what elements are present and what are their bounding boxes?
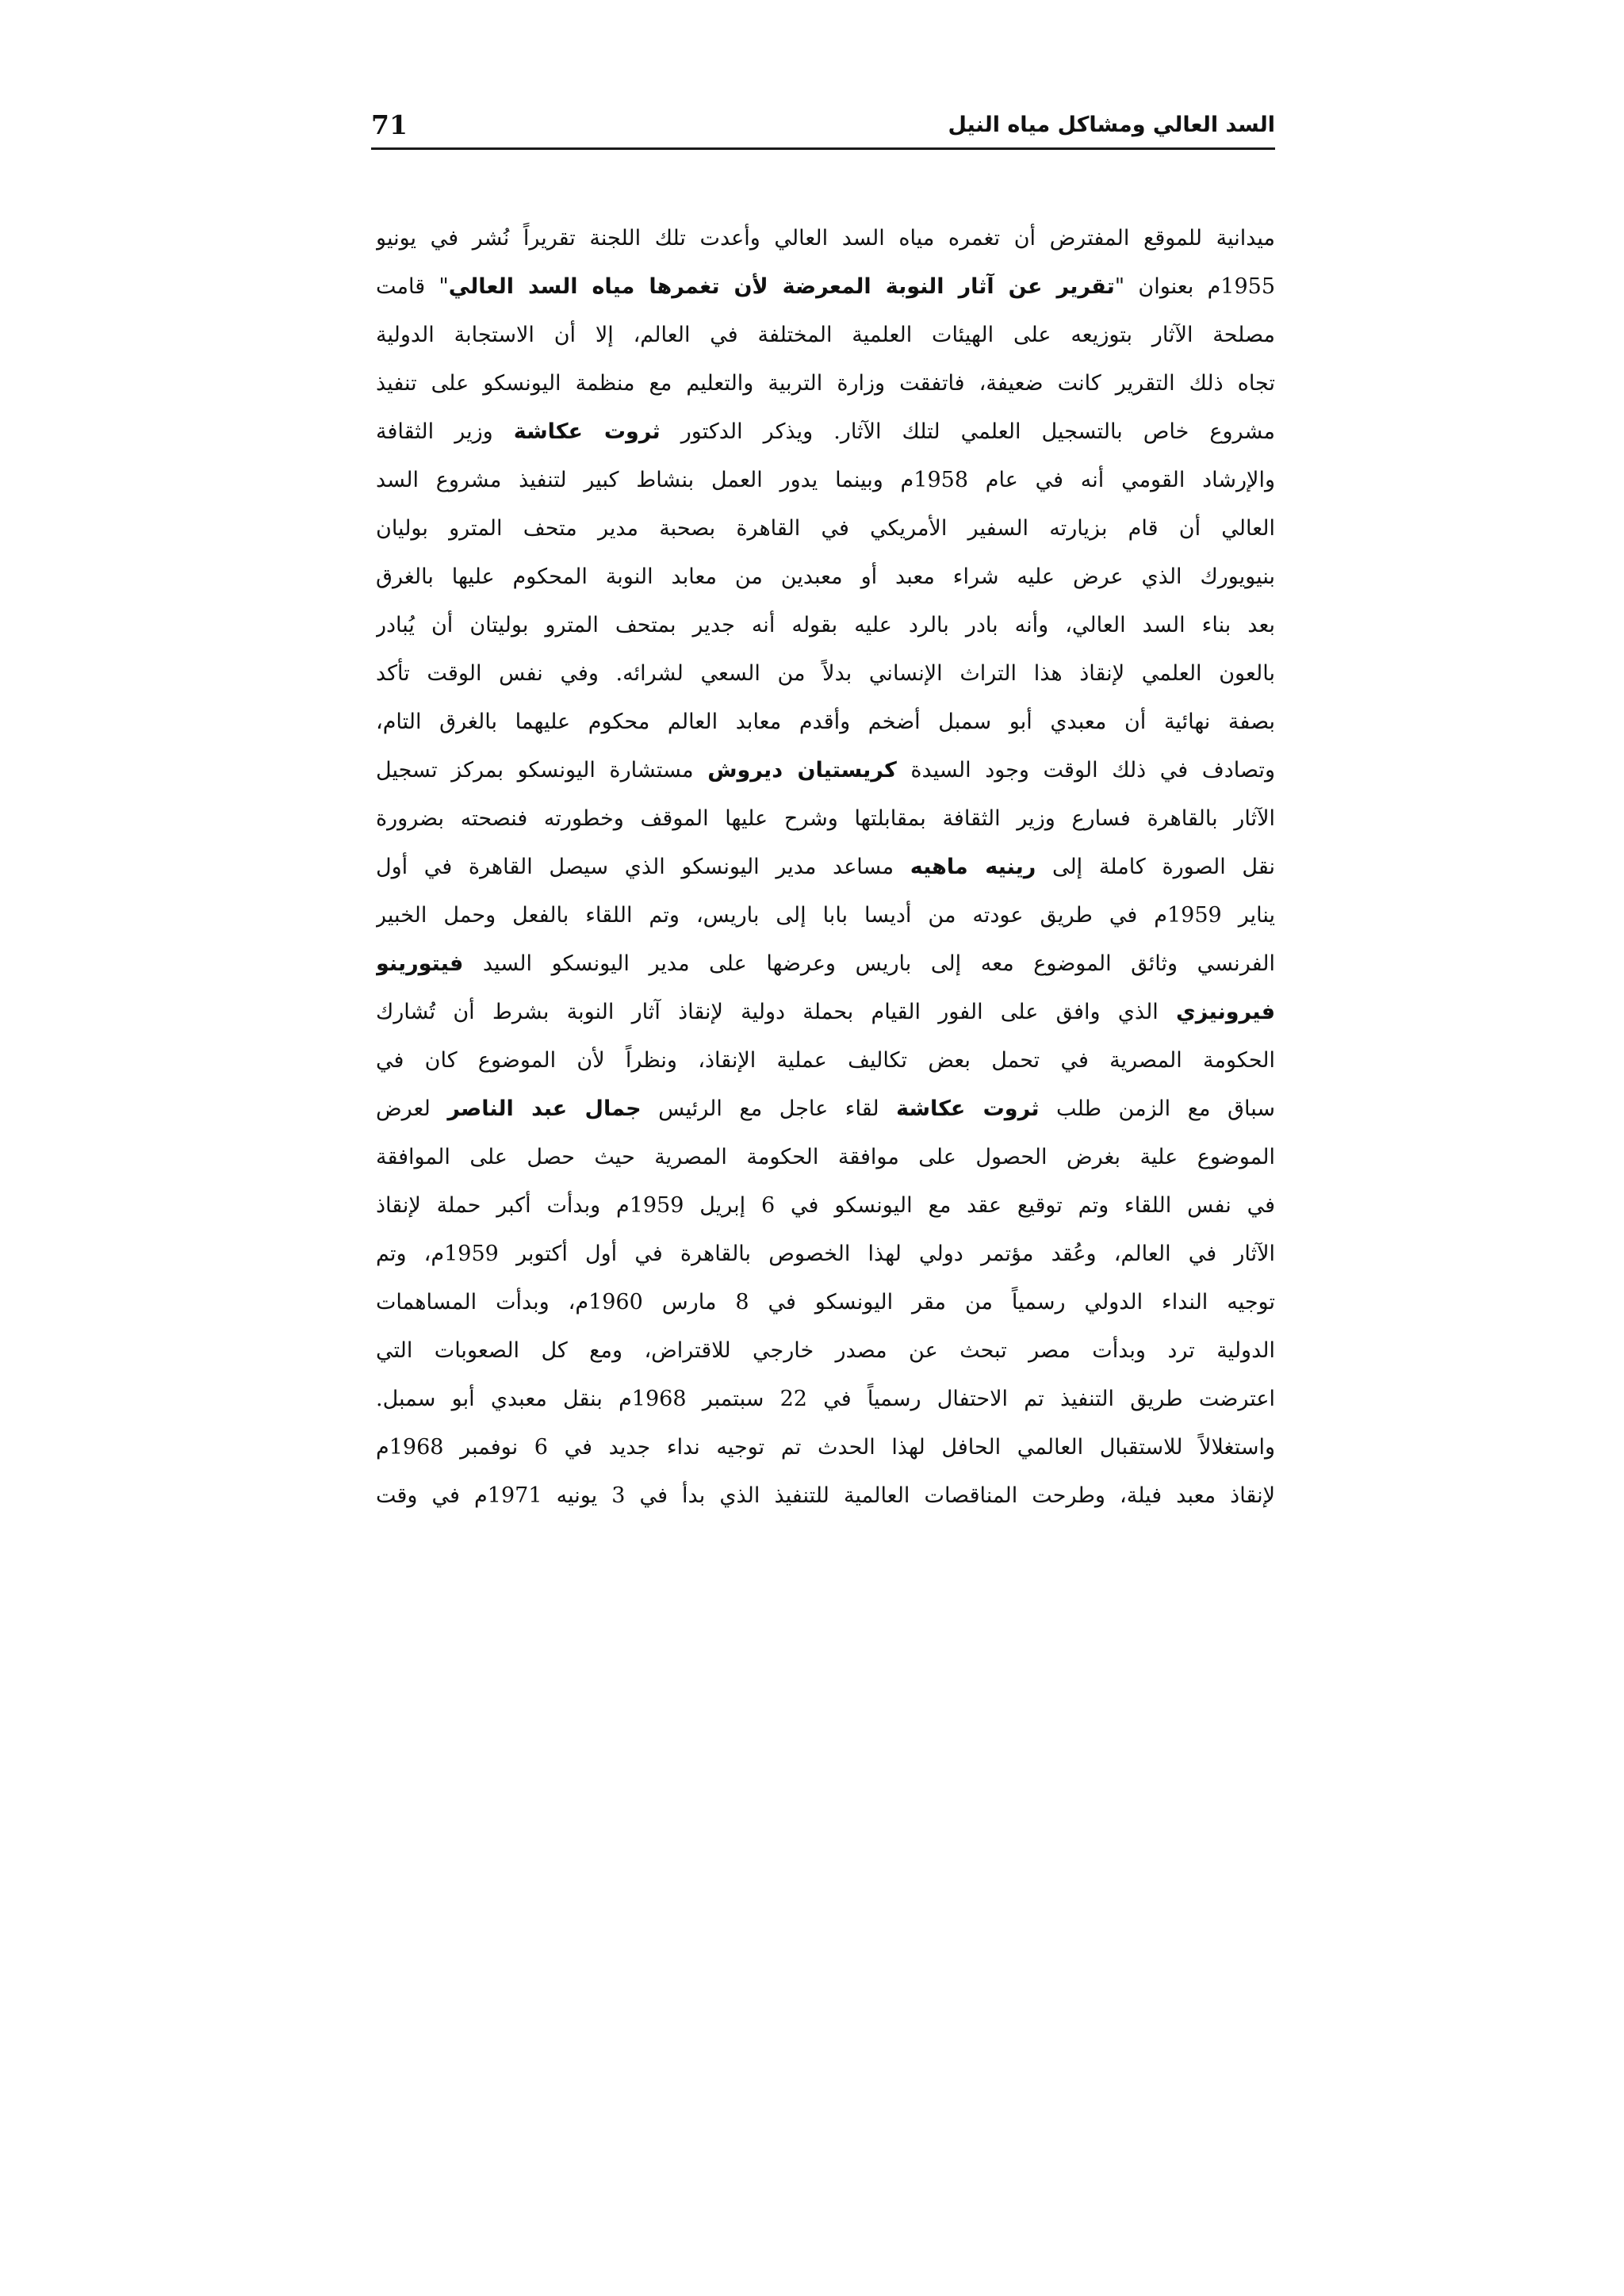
text-line: الدولية ترد وبدأت مصر تبحث عن مصدر خارجي للاقتراض، ومع كل الصعوبات التي [376,1338,1275,1363]
person-name: فيتورينو [376,951,464,976]
text-line: في نفس اللقاء وتم توقيع عقد مع اليونسكو في 6 إبريل 1959م وبدأت أكبر حملة لإنقاذ [376,1193,1275,1218]
text-line: بالعون العلمي لإنقاذ هذا التراث الإنساني بدلاً من السعي لشرائه. وفي نفس الوقت تأكد [376,661,1275,686]
body-text [376,214,1275,1520]
text-line: الموضوع علية بغرض الحصول على موافقة الحكومة المصرية حيث حصل على الموافقة [376,1145,1275,1169]
text-line: لإنقاذ معبد فيلة، وطرحت المناقصات العالمية للتنفيذ الذي بدأ في 3 يونيه 1971م في وقت [376,1483,1275,1508]
text-line: ميدانية للموقع المفترض أن تغمره مياه السد العالي وأعدت تلك اللجنة تقريراً نُشر في يونيو [376,226,1275,251]
text-line: وتصادف في ذلك الوقت وجود السيدة كريستيان ديروش مستشارة اليونسكو بمركز تسجيل [376,758,1275,783]
person-name: ثروت عكاشة [896,1096,1040,1121]
text-line: والإرشاد القومي أنه في عام 1958م وبينما يدور العمل بنشاط كبير لتنفيذ مشروع السد [376,468,1275,492]
text-line: اعترضت طريق التنفيذ تم الاحتفال رسمياً في 22 سبتمبر 1968م بنقل معبدي أبو سمبل. [376,1387,1275,1411]
text-line: فيرونيزي الذي وافق على الفور القيام بحملة دولية لإنقاذ آثار النوبة بشرط أن تُشارك [376,1000,1275,1024]
text-line: نقل الصورة كاملة إلى رينيه ماهيه مساعد مدير اليونسكو الذي سيصل القاهرة في أول [376,855,1275,879]
text-line: الآثار في العالم، وعُقد مؤتمر دولي لهذا الخصوص بالقاهرة في أول أكتوبر 1959م، وتم [376,1242,1275,1266]
text-line: توجيه النداء الدولي رسمياً من مقر اليونسكو في 8 مارس 1960م، وبدأت المساهمات [376,1290,1275,1314]
text-line: العالي أن قام بزيارته السفير الأمريكي في القاهرة بصحبة مدير متحف المترو بوليان [376,516,1275,541]
text-line: الحكومة المصرية في تحمل بعض تكاليف عملية الإنقاذ، ونظراً لأن الموضوع كان في [376,1048,1275,1073]
person-name: رينيه ماهيه [910,855,1036,879]
text-line: الآثار بالقاهرة فسارع وزير الثقافة بمقابلتها وشرح عليها الموقف وخطورته فنصحته بضرورة [376,806,1275,831]
report-title: تقرير عن آثار النوبة المعرضة لأن تغمرها مياه السد العالي [448,274,1115,299]
text-line: 1955م بعنوان "تقرير عن آثار النوبة المعرضة لأن تغمرها مياه السد العالي" قامت [376,274,1275,299]
running-title: السد العالي ومشاكل مياه النيل [948,113,1275,137]
person-name: كريستيان ديروش [707,758,897,783]
text-line: بعد بناء السد العالي، وأنه بادر بالرد عليه بقوله أنه جدير بمتحف المترو بوليتان أن يُبادر [376,613,1275,637]
text-line: سباق مع الزمن طلب ثروت عكاشة لقاء عاجل مع الرئيس جمال عبد الناصر لعرض [376,1096,1275,1121]
page-header [371,109,1275,150]
person-name: ثروت عكاشة [513,419,661,444]
text-line: يناير 1959م في طريق عودته من أديسا بابا إلى باريس، وتم اللقاء بالفعل وحمل الخبير [376,903,1275,928]
text-line: تجاه ذلك التقرير كانت ضعيفة، فاتفقت وزارة التربية والتعليم مع منظمة اليونسكو على تنفيذ [376,371,1275,396]
text-line: مشروع خاص بالتسجيل العلمي لتلك الآثار. ويذكر الدكتور ثروت عكاشة وزير الثقافة [376,419,1275,444]
text-line: بصفة نهائية أن معبدي أبو سمبل أضخم وأقدم معابد العالم محكوم عليهما بالغرق التام، [376,710,1275,734]
text-line: الفرنسي وثائق الموضوع معه إلى باريس وعرضها على مدير اليونسكو السيد فيتورينو [376,951,1275,976]
text-line: بنيويورك الذي عرض عليه شراء معبد أو معبدين من معابد النوبة المحكوم عليها بالغرق [376,564,1275,589]
text-line: مصلحة الآثار بتوزيعه على الهيئات العلمية المختلفة في العالم، إلا أن الاستجابة الدولية [376,323,1275,347]
person-name: فيرونيزي [1176,1000,1275,1024]
page-number: 71 [371,109,408,140]
person-name: جمال عبد الناصر [447,1096,642,1121]
text-line: واستغلالاً للاستقبال العالمي الحافل لهذا الحدث تم توجيه نداء جديد في 6 نوفمبر 1968م [376,1435,1275,1460]
